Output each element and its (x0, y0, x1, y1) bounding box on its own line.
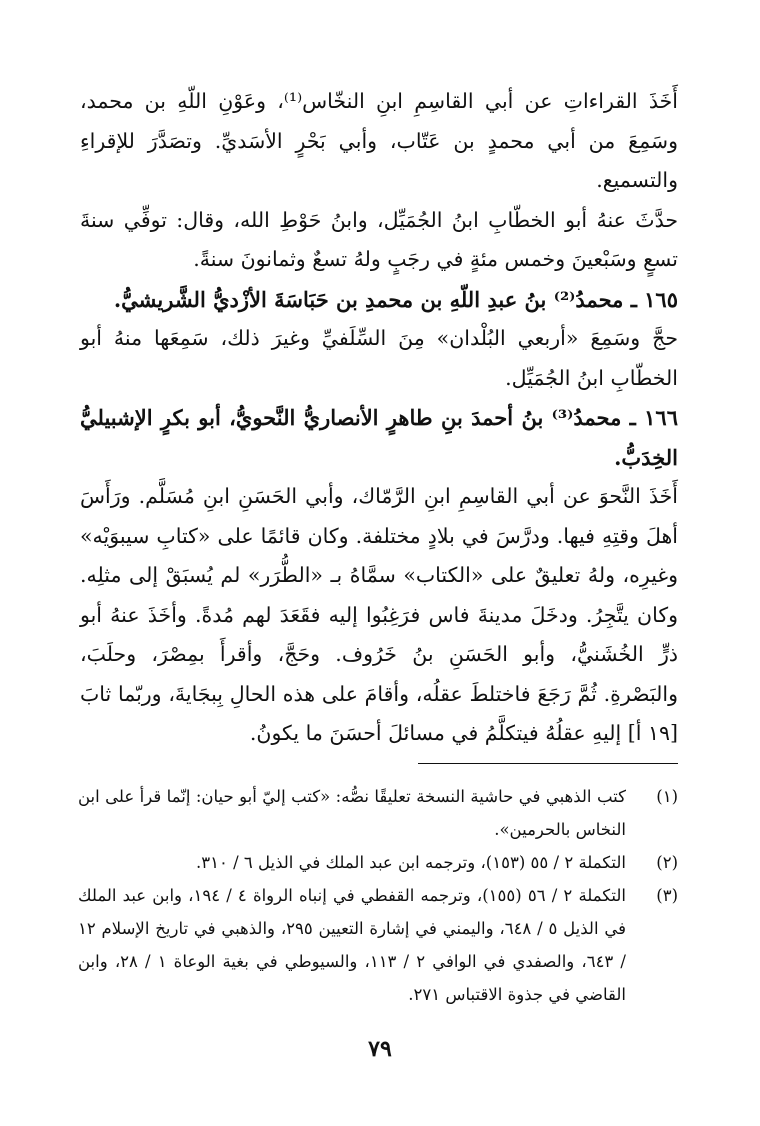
footnote-2 (78, 846, 678, 879)
footnote-3 (78, 879, 678, 1011)
footnotes (78, 780, 678, 1011)
main-text (80, 82, 678, 754)
footnote-separator (418, 763, 678, 764)
page-number: ٧٩ (368, 1036, 392, 1062)
footnote-1 (78, 780, 678, 846)
footnote-text: التكملة ٢ / ٥٥ (١٥٣)، وترجمه ابن عبد الملك في الذيل ٦ / ٣١٠. (196, 853, 626, 872)
footnote-number: (٣) (656, 886, 678, 905)
entry-heading-166: ١٦٦ ـ محمدُ⁽³⁾ بنُ أحمدَ بنِ طاهرٍ الأنصاريُّ النَّحويُّ، أبو بكرٍ الإشبيليُّ الخِدَبُّ. (80, 405, 678, 470)
paragraph-2: حدَّثَ عنهُ أبو الخطّابِ ابنُ الجُمَيِّل، وابنُ حَوْطِ الله، وقال: توفِّي سنةَ تسعٍ وسَبْعينَ وخمس مئةٍ في رجَبٍ ولهُ تسعٌ وثمانونَ سنةً. (80, 207, 678, 271)
footnote-text: كتب الذهبي في حاشية النسخة تعليقًا نصُّه: «كتب إليّ أبو حيان: إنّما قرأ على ابن النخاس بالحرمين». (78, 787, 626, 839)
footnote-number: (١) (656, 787, 678, 806)
entry-heading-165: ١٦٥ ـ محمدُ⁽²⁾ بنُ عبدِ اللّهِ بن محمدِ بن حَبَاسَةَ الأزْديُّ الشَّريشيُّ. (113, 286, 678, 312)
paragraph-4: أَخَذَ النَّحوَ عن أبي القاسِمِ ابنِ الرَّمّاك، وأبي الحَسَنِ ابنِ مُسَلَّم. ورَأَسَ أهلَ وقتِهِ فيها. ودرَّسَ في بلادٍ مختلفة. وكان قائمًا على «كتابِ سيبوَيْه» وغيرِه، ولهُ تعليقٌ على «الكتاب» سمَّاهُ بـ «الطُّرَر» لم يُسبَقْ إلى مثلِه. وكان يتَّجِرُ. ودخَلَ مدينةَ فاس فرَغِبُوا إليه فقَعَدَ لهم مُدةً. وأخَذَ عنهُ أبو ذرٍّ الخُشَنيُّ، وأبو الحَسَنِ بنُ خَرُوف. وحَجَّ، وأقرأَ بمِصْرَ، وحلَبَ، والبَصْرةِ. ثُمَّ رَجَعَ فاختلطَ عقلُه، وأقامَ على هذه الحالِ بِبجَايةَ، وربّما ثابَ [١٩ أ] إليهِ عقلُهُ فيتكلَّمُ في مسائلَ أحسَنَ ما يكونُ. (80, 484, 678, 745)
paragraph-3: حجَّ وسَمِعَ «أربعي البُلْدان» مِنَ السِّلَفيِّ وغيرَ ذلك، سَمِعَها منهُ أبو الخطّابِ ابنُ الجُمَيِّل. (80, 326, 678, 390)
footnote-text: التكملة ٢ / ٥٦ (١٥٥)، وترجمه القفطي في إنباه الرواة ٤ / ١٩٤، وابن عبد الملك في الذيل ٥ / ٦٤٨، واليمني في إشارة التعيين ٢٩٥، والذهبي في تاريخ الإسلام ١٢ / ٦٤٣، والصفدي في الوافي ٢ / ١١٣، والسيوطي في بغية الوعاة ١ / ٢٨، وابن القاضي في جذوة الاقتباس ٢٧١. (78, 886, 626, 1004)
footnote-number: (٢) (656, 853, 678, 872)
paragraph-1: أَخَذَ القراءاتِ عن أبي القاسِمِ ابنِ النخّاس⁽¹⁾، وعَوْنِ اللّهِ بن محمد، وسَمِعَ من أبي محمدٍ بن عَتّاب، وأبي بَحْرٍ الأسَديِّ. وتصَدَّرَ للإقراءِ والتسميع. (80, 89, 679, 192)
